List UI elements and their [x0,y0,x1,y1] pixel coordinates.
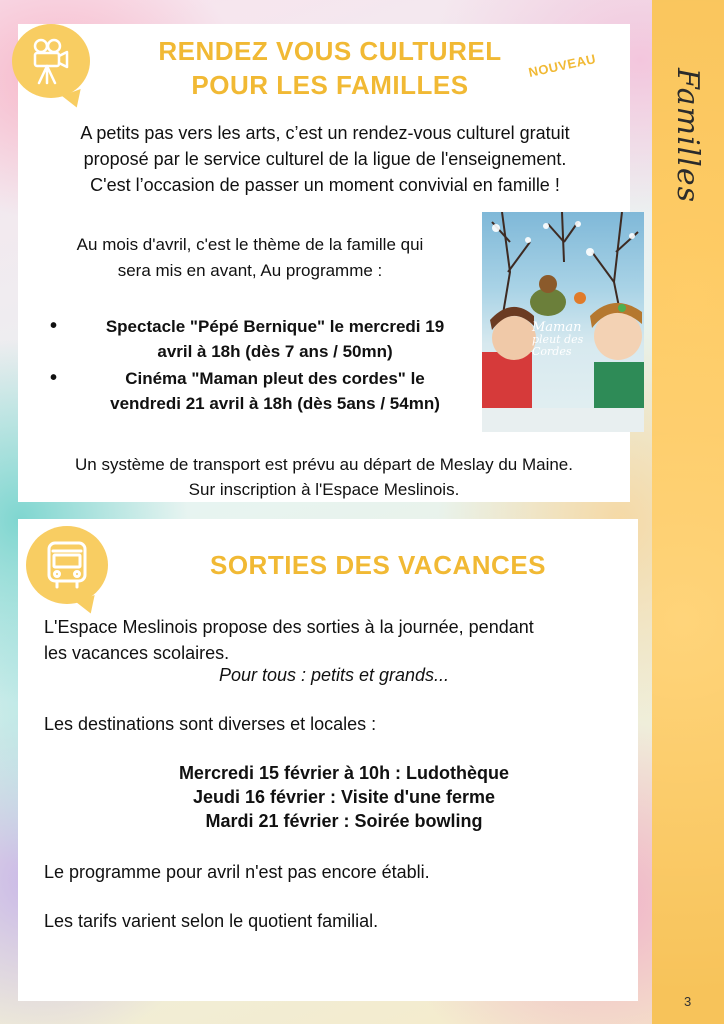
culture-intro-line2: proposé par le service culturel de la ligue de l'enseignement. [83,149,567,169]
event-line2: vendredi 21 avril à 18h (dès 5ans / 54mn) [110,394,440,413]
event-line2: avril à 18h (dès 7 ans / 50mn) [157,342,393,361]
culture-intro [26,120,624,198]
sidebar-title [652,60,724,210]
culture-title-line2: POUR LES FAMILLES [191,70,469,100]
movie-camera-icon [12,24,90,98]
transport-line1: Un système de transport est prévu au départ de Meslay du Maine. [75,455,573,474]
event-line1: • Cinéma "Maman pleut des cordes" le [125,369,425,388]
transport-line2: Sur inscription à l'Espace Meslinois. [188,480,460,499]
tarifs-note: Les tarifs varient selon le quotient familial. [44,911,379,931]
event-list [74,314,476,418]
poster-title-line1: Maman [532,320,582,335]
april-note: Le programme pour avril n'est pas encore établi. [44,862,430,882]
page-number: 3 [684,994,692,1009]
vacation-title: SORTIES DES VACANCES [209,550,546,580]
sidebar [652,0,724,1024]
poster-title-line3: Cordes [532,345,572,358]
movie-camera-glyph [23,37,79,85]
culture-theme-line2: sera mis en avant, Au programme : [117,261,383,280]
new-badge: NOUVEAU [527,51,598,80]
outing-item: Mercredi 15 février à 10h : Ludothèque [178,763,510,783]
bus-icon [26,526,108,604]
culture-title-line1: RENDEZ VOUS CULTUREL [158,36,502,66]
outing-item: Mardi 21 février : Soirée bowling [205,811,483,831]
culture-title [120,34,540,102]
event-item [74,314,476,364]
culture-theme-line1: Au mois d'avril, c'est le thème de la famille qui [76,235,424,254]
poster-title-line2: pleut des [532,333,584,346]
culture-theme [30,232,470,284]
outing-item: Jeudi 16 février : Visite d'une ferme [192,787,496,807]
bus-glyph [43,539,91,591]
culture-intro-line3: C'est l’occasion de passer un moment convivial en famille ! [90,175,560,195]
vacation-intro [44,614,624,666]
event-item [74,366,476,416]
movie-poster [482,212,644,432]
vacation-intro-line2: les vacances scolaires. [44,643,230,663]
outing-list [44,761,644,833]
event-line1: • Spectacle "Pépé Bernique" le mercredi 19 [105,317,445,336]
transport-info [18,452,630,502]
culture-intro-line1: A petits pas vers les arts, c’est un rendez-vous culturel gratuit [80,123,570,143]
destinations-intro: Les destinations sont diverses et locales : [44,714,377,734]
sidebar-title-text: Familles [670,67,706,203]
poster-title [532,322,602,358]
vacation-intro-line1: L'Espace Meslinois propose des sorties à la journée, pendant [44,617,534,637]
vacation-subtitle: Pour tous : petits et grands... [218,665,450,685]
